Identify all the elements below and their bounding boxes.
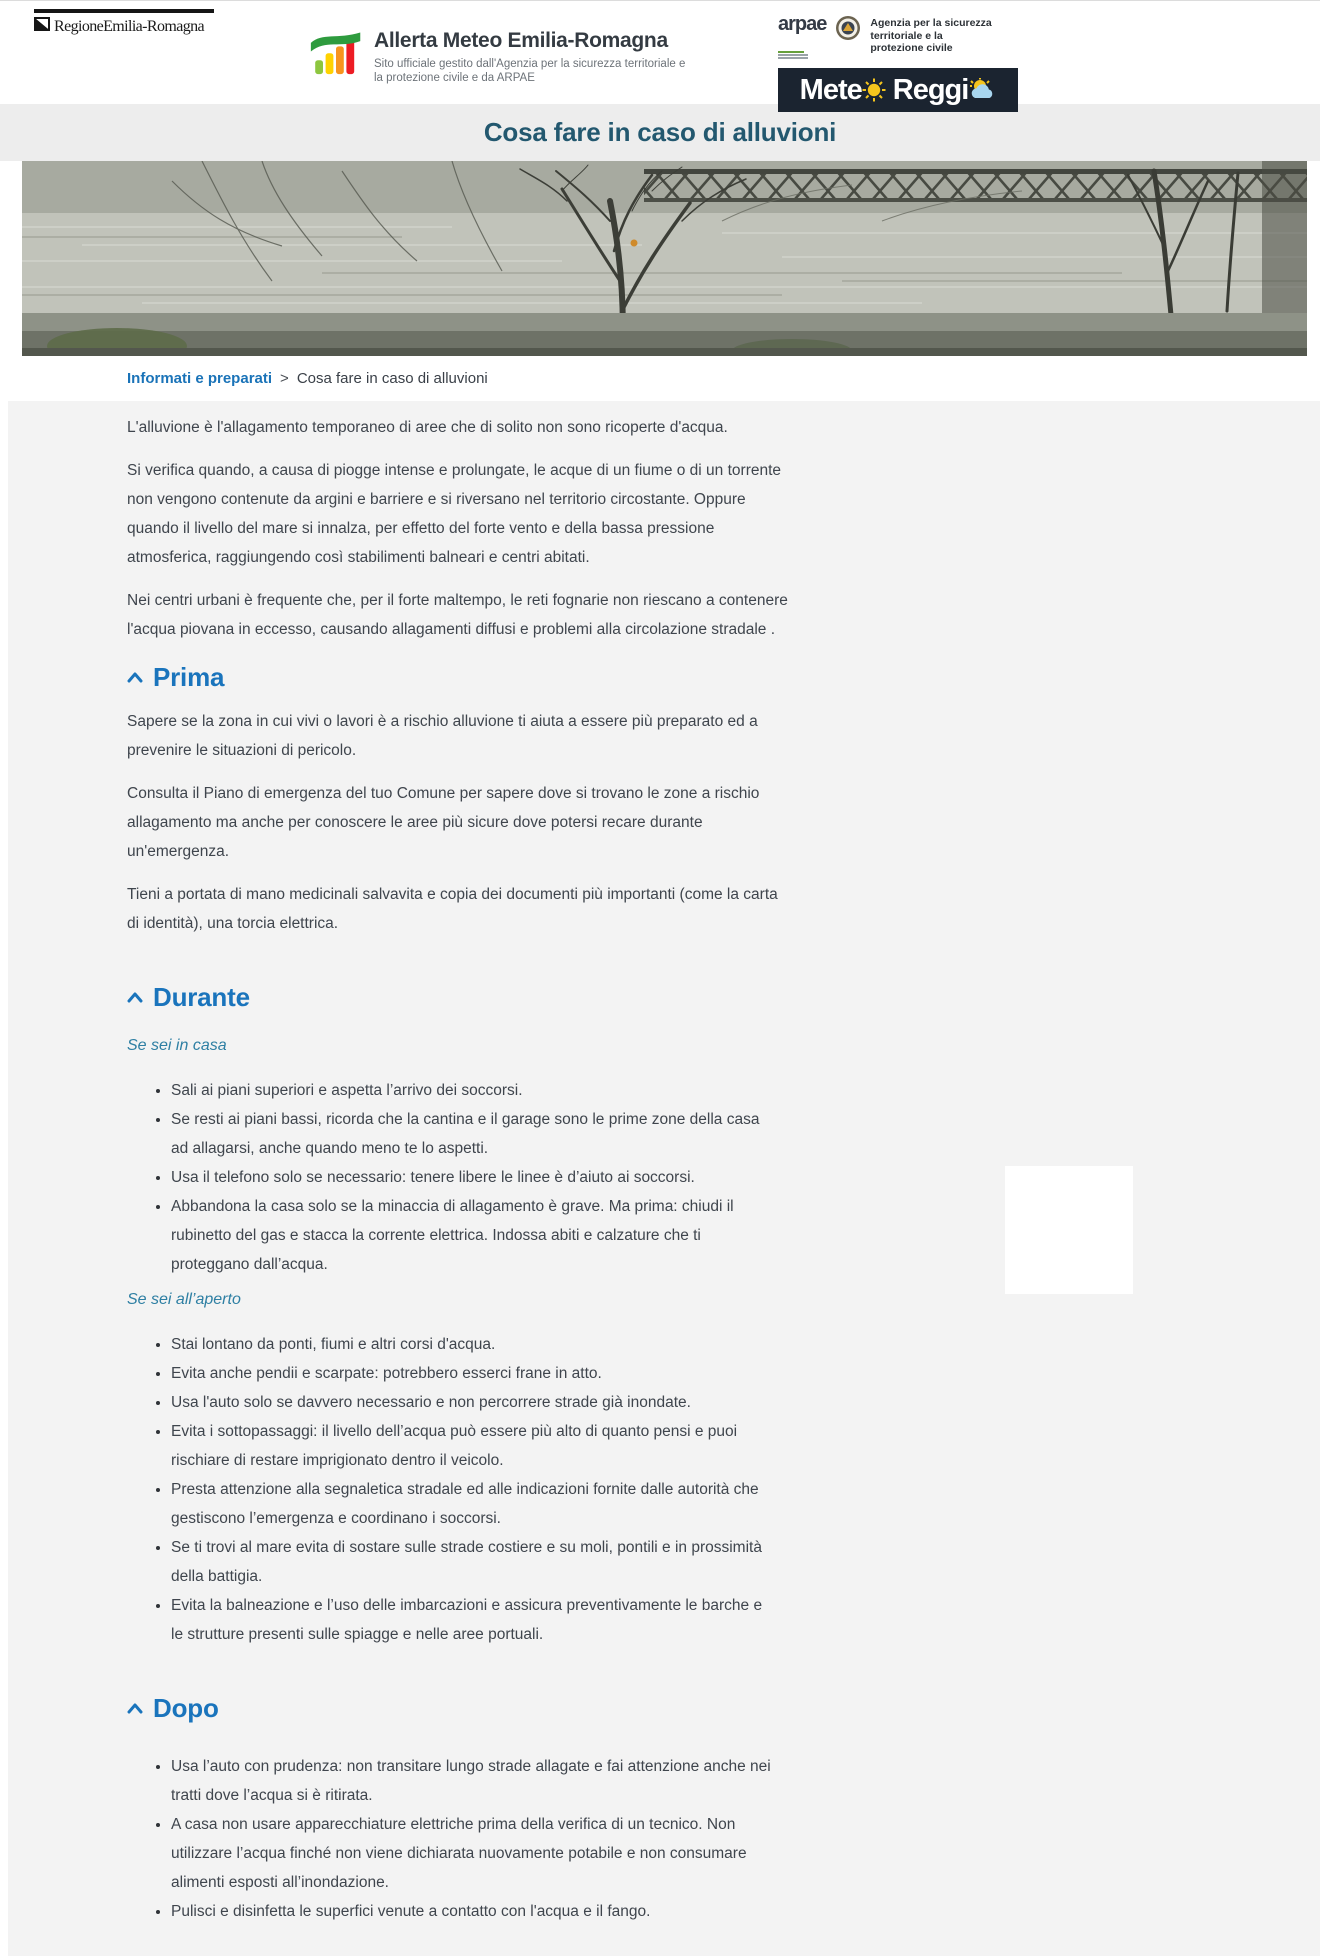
breadcrumb-parent-link[interactable]: Informati e preparati <box>127 370 273 387</box>
sun-icon <box>862 78 886 102</box>
list-item: • Se resti ai piani bassi, ricorda che la cantina e il garage sono le prime zone della casa ad allagarsi, anche quando meno te lo aspetti. <box>171 1105 771 1163</box>
section-title-dopo: Dopo <box>153 1693 219 1723</box>
list-item: • Pulisci e disinfetta le superfici venute a contatto con l'acqua e il fango. <box>171 1897 771 1926</box>
section-title-prima: Prima <box>153 662 225 692</box>
subsection-title-aperto: Se sei all’aperto <box>127 1291 241 1308</box>
chevron-up-icon <box>127 672 143 683</box>
bullet-list-dopo <box>127 1752 791 1926</box>
page-title: Cosa fare in caso di alluvioni <box>483 117 837 147</box>
list-item: • Usa l'auto solo se davvero necessario e non percorrere strade già inondate. <box>171 1388 771 1417</box>
article <box>127 401 791 1926</box>
agency-logo-group[interactable] <box>778 15 1018 60</box>
chevron-up-icon <box>127 992 143 1003</box>
banner-text-2: Reggi <box>892 73 969 106</box>
subsection-title-casa: Se sei in casa <box>127 1037 227 1054</box>
site-subtitle: Sito ufficiale gestito dall'Agenzia per la sicurezza territoriale e la protezione civile e da ARPAE <box>374 58 686 84</box>
list-item: • Stai lontano da ponti, fiumi e altri corsi d'acqua. <box>171 1330 771 1359</box>
section-toggle-durante[interactable] <box>127 982 250 1013</box>
list-item: • Evita anche pendii e scarpate: potrebbero esserci frane in atto. <box>171 1359 771 1388</box>
allerta-meteo-logo[interactable] <box>310 29 685 86</box>
agency-name: Agenzia per la sicurezza territoriale e la protezione civile <box>870 17 992 54</box>
breadcrumb <box>0 356 1320 401</box>
region-logo[interactable] <box>34 9 214 37</box>
hero-photo <box>22 161 1307 356</box>
title-band <box>0 104 1320 161</box>
section-title-durante: Durante <box>153 982 250 1012</box>
list-item: • Presta attenzione alla segnaletica stradale ed alle indicazioni fornite dalle autorità che gestiscono l’emergenza e coordinano i soccorsi. <box>171 1475 771 1533</box>
intro-paragraph: L'alluvione è l'allagamento temporaneo di aree che di solito non sono ricoperte d'acqua. <box>127 419 728 436</box>
agency-emblem-icon <box>835 15 861 46</box>
banner-text-1: Mete <box>799 73 862 106</box>
bullet-list-aperto <box>127 1330 791 1649</box>
allerta-meteo-icon <box>310 29 362 86</box>
region-logo-text: RegioneEmilia-Romagna <box>54 18 205 35</box>
header-right <box>778 15 1018 112</box>
section-paragraph: Tieni a portata di mano medicinali salvavita e copia dei documenti più importanti (come la carta di identità), una torcia elettrica. <box>127 886 778 932</box>
section-toggle-prima[interactable] <box>127 662 224 693</box>
lamp-light <box>631 240 638 247</box>
list-item: • Usa l’auto con prudenza: non transitare lungo strade allagate e fai attenzione anche nei tratti dove l’acqua si è ritirata. <box>171 1752 771 1810</box>
site-header <box>0 1 1320 104</box>
bullet-list-casa <box>127 1076 791 1279</box>
site-title: Allerta Meteo Emilia-Romagna <box>374 29 668 52</box>
intro-paragraph: Nei centri urbani è frequente che, per il forte maltempo, le reti fognarie non riescano a contenere l'acqua piovana in eccesso, causando allagamenti diffusi e problemi alla circolazione stradale . <box>127 592 788 638</box>
list-item: • Sali ai piani superiori e aspetta l’arrivo dei soccorsi. <box>171 1076 771 1105</box>
region-emblem-icon <box>34 17 51 37</box>
intro-paragraph: Si verifica quando, a causa di piogge intense e prolungate, le acque di un fiume o di un torrente non vengono contenute da argini e barriere e si riversano nel territorio circostante. Oppure quando il livello del mare si innalza, per effetto del forte vento e della bassa pressione atmosferica, raggiungendo così stabilimenti balneari e centri abitati. <box>127 462 782 566</box>
list-item: • Evita i sottopassaggi: il livello dell’acqua può essere più alto di quanto pensi e puoi rischiare di restare imprigionato dentro il veicolo. <box>171 1417 771 1475</box>
breadcrumb-separator: > <box>280 370 289 387</box>
placeholder-box <box>1005 1166 1133 1294</box>
list-item: • Abbandona la casa solo se la minaccia di allagamento è grave. Ma prima: chiudi il rubinetto del gas e stacca la corrente elettrica. Indossa abiti e calzature che ti proteggano dall’acqua. <box>171 1192 771 1279</box>
list-item: • Usa il telefono solo se necessario: tenere libere le linee è d’aiuto ai soccorsi. <box>171 1163 771 1192</box>
section-toggle-dopo[interactable] <box>127 1693 219 1724</box>
breadcrumb-current: Cosa fare in caso di alluvioni <box>296 370 488 387</box>
cloud-sun-icon <box>968 78 996 102</box>
chevron-up-icon <box>127 1703 143 1714</box>
section-paragraph: Consulta il Piano di emergenza del tuo Comune per sapere dove si trovano le zone a rischio allagamento ma anche per conoscere le aree più sicure dove potersi recare durante un'emergenza. <box>127 785 760 860</box>
list-item: • Evita la balneazione e l’uso delle imbarcazioni e assicura preventivamente le barche e le strutture presenti sulle spiagge e nelle aree portuali. <box>171 1591 771 1649</box>
arpae-logo: arpae <box>778 15 826 60</box>
section-paragraph: Sapere se la zona in cui vivi o lavori è a rischio alluvione ti aiuta a essere più preparato ed a prevenire le situazioni di pericolo. <box>127 713 758 759</box>
arpae-micro-text <box>778 51 826 59</box>
content-panel <box>8 401 1320 1956</box>
meteo-reggio-banner[interactable] <box>778 68 1018 112</box>
list-item: • A casa non usare apparecchiature elettriche prima della verifica di un tecnico. Non utilizzare l’acqua finché non viene dichiarata nuovamente potabile e non consumare alimenti esposti all’inondazione. <box>171 1810 771 1897</box>
list-item: • Se ti trovi al mare evita di sostare sulle strade costiere e su moli, pontili e in prossimità della battigia. <box>171 1533 771 1591</box>
